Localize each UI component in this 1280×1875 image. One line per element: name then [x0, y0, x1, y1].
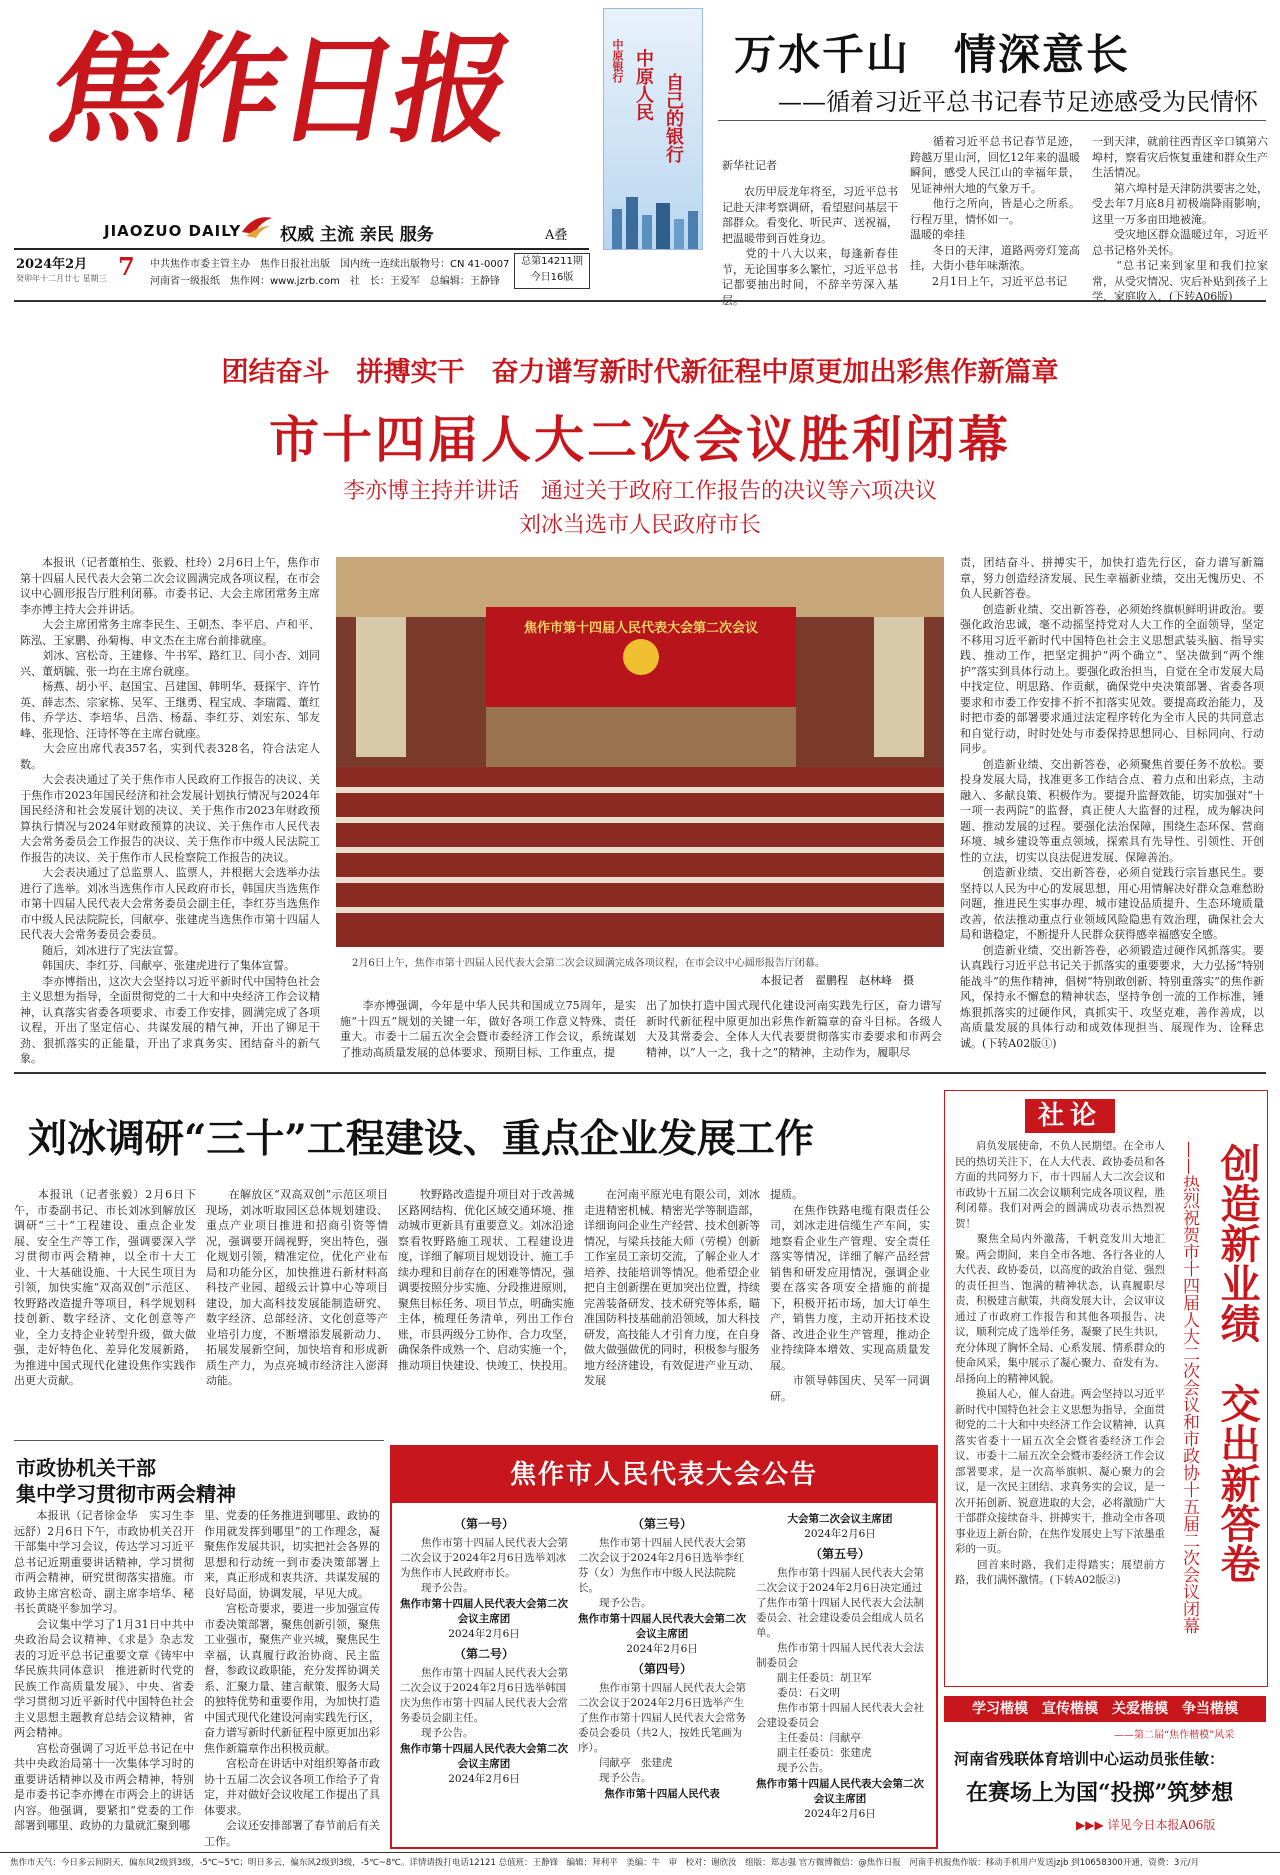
- story3-headline-2: 集中学习贯彻市两会精神: [16, 1482, 236, 1506]
- notice-5-date: 2024年2月6日: [804, 1808, 876, 1820]
- story2-col3: 牧野路改造提升项目对于改善城区路网结构、优化区域交通环境、推动城市更新具有重要意义。刘冰沿途察看牧野路施工现状、工程建设进度，详细了解项目规划设计、施工手续办理和目前存在的困难等情况，强调要按照分步实施、分段推进原则，聚焦目标任务、项目节点，明确实施主体，梳理任务清单，列出工作台账，市县两级分工协作、合力攻坚，确保条件成熟一个、启动实施一个，推动项目快建设、快竣工、快投用。: [398, 1188, 574, 1372]
- newspaper-logo: 焦作日报: [39, 20, 521, 159]
- notice-2-date: 2024年2月6日: [448, 1773, 520, 1785]
- notice-2-signature: 焦作市第十四届人民代表大会第二次会议主席团: [400, 1743, 568, 1770]
- notice-4-signature-cont: 大会第二次会议主席团: [787, 1513, 893, 1525]
- footer-info: 焦作市天气：今日多云间阴天，偏东风2级到3级，-5℃~5℃；明日多云，偏东风2级到3级，-5℃~8℃。详情请拨打电话12121 总值班：王静锋 编辑：拜利平 美编：牛 审 校对：谢欣汝 组版：郑志强 官方微博微信：@焦作日报 河南手机报焦作版：移动手机用户发送jzjb 到10658300开通，资费：3元/月: [10, 1858, 1200, 1868]
- date-bar: [14, 253, 590, 289]
- page-count: 今日16版: [530, 272, 574, 283]
- model-tags: 学习楷模 宣传楷模 关爱楷模 争当楷模: [944, 1696, 1266, 1722]
- announcement-col1: [400, 1511, 568, 1786]
- story3-headline-1: 市政协机关干部: [16, 1456, 156, 1480]
- main-deck-1: 李亦博主持并讲话 通过关于政府工作报告的决议等六项决议: [342, 479, 937, 504]
- model-line1: 河南省残联体育培训中心运动员张佳敏：: [954, 1750, 1225, 1768]
- notice-2-title: （第二号）: [453, 1647, 514, 1661]
- top-story-subtitle: ——循着习近平总书记春节足迹感受为民情怀: [778, 88, 1258, 116]
- photo-caption: 2月6日上午，焦作市第十四届人民代表大会第二次会议圆满完成各项议程，在市会议中心圆形报告厅闭幕。: [352, 958, 825, 969]
- meeting-hall-illustration: [336, 557, 944, 947]
- photo-credit: 本报记者 翟鹏程 赵林峰 摄: [760, 974, 914, 987]
- notice-2-body: 焦作市第十四届人民代表大会第二次会议于2024年2月6日选举韩国庆为焦作市第十四届人民代表大会常务委员会副主任。 现予公告。: [400, 1667, 568, 1739]
- notice-4-signature: 焦作市第十四届人民代表: [604, 1788, 720, 1800]
- main-story-col-bottom1: 李亦博强调，今年是中华人民共和国成立75周年，是实施“十四五”规划的关键一年，做好各项工作意义特殊、责任重大。市委十二届五次全会暨市委经济工作会议，系统谋划了推动高质量发展的总体要求、预期目标、工作重点，提: [340, 999, 636, 1059]
- story2-col1: 本报讯（记者张毅）2月6日下午，市委副书记、市长刘冰到解放区调研“三十”工程建设、重点企业发展、安全生产等工作，强调要深入学习贯彻市两会精神，以全市十大工业、十大基础设施、十大民生项目为引领，加快实施“双高双创”示范区、牧野路改造提升等项目，科学规划科技创新、数字经济、文化创意等产业，全力支持企业转型升级，做大做强，走好特色化、差异化发展新路，为推进中国式现代化建设焦作实践作出更大贡献。: [14, 1188, 196, 1387]
- model-banner: [944, 1692, 1266, 1842]
- editorial-title: 创造新业绩 交出新答卷: [1214, 1143, 1261, 1583]
- issue-day: 7: [118, 252, 135, 281]
- main-kicker: 团结奋斗 拼搏实干 奋力谱写新时代新征程中原更加出彩焦作新篇章: [221, 357, 1059, 388]
- announcement-col2: [578, 1511, 746, 1801]
- main-deck-2: 刘冰当选市人民政府市长: [518, 513, 761, 538]
- main-story-col-bottom2: 出了加快打造中国式现代化建设河南实践先行区，奋力谱写新时代新征程中原更加出彩焦作新篇章的奋斗目标。各级人大及其常委会、全体人大代表要贯彻落实市委要求和市两会精神，以“人一之，我十之”的精神，主动作为，履职尽: [646, 999, 942, 1059]
- ad-bank-name: 中原银行: [611, 39, 624, 83]
- city-skyline-icon: [604, 189, 702, 249]
- story2-col2: 在解放区“双高双创”示范区项目现场，刘冰听取园区总体规划建设、重点产业项目推进和招商引资等情况，强调要开阔视野，突出特色，强化规划引领，精准定位，优化产业布局和功能分区，加快推进石新材料高科技产业园、超级云计算中心等项目建设，加大高科技发展能制造研究、数字经济、总部经济、文化创意等产业培引力度，不断增添发展新动力、拓展发展新空间，加快培育和形成新质生产力，为点亮城市经济注入澎湃动能。: [206, 1188, 388, 1387]
- notice-5-title: （第五号）: [809, 1547, 870, 1561]
- issue-number: 总第14211期: [521, 256, 583, 267]
- notice-1-body: 焦作市第十四届人民代表大会第二次会议于2024年2月6日选举刘冰为焦作市人民政府市长。 现予公告。: [400, 1537, 568, 1594]
- story3-col1: 本报讯（记者徐金华 实习生李远舒）2月6日下午，市政协机关召开干部集中学习会议，传达学习习近平总书记近期重要讲话精神，学习贯彻市两会精神，研究贯彻落实措施。市政协主席宫松奇、副主席李培华、秘书长黄晓平参加学习。 会议集中学习了1月31日中共中央政治局会议精神、《求是》杂志发表的习近平总书记重要文章《铸牢中华民族共同体意识 推进新时代党的民族工作高质量发展》、中央、省委学习贯彻习近平新时代中国特色社会主义思想主题教育总结会议精神，省两会精神。 宫松奇强调了习近平总书记在中共中央政治局第十一次集体学习时的重要讲话精神以及市两会精神，特别是市委书记李亦博在市两会上的讲话内容。他强调，要紧扣“党委的工作部署到哪里、政协的力量就汇聚到哪: [14, 1509, 194, 1832]
- top-story-col2: 循着习近平总书记春节足迹，跨越万里山河，回忆12年来的温暖瞬间，感受人民江山的幸福年景，见证神州大地的气象万千。 他行之所向，皆是心之所系。行程万里，情怀如一。 温暖的牵挂 冬日的天津，道路两旁灯笼高挂，大街小巷年味渐浓。 2月1日上午，习近平总书记: [910, 135, 1080, 288]
- logo-emblem-icon: [240, 212, 274, 240]
- ad-slogan-2: 自己的银行: [663, 73, 684, 163]
- notice-1-signature: 焦作市第十四届人民代表大会第二次会议主席团: [400, 1598, 568, 1625]
- editorial-badge: 社论: [1025, 1099, 1115, 1133]
- notice-4-date: 2024年2月6日: [804, 1528, 876, 1540]
- ad-slogan-1: 中原人民: [633, 49, 654, 121]
- photo-banner: 焦作市第十四届人民代表大会第二次会议: [523, 621, 758, 636]
- publisher-info-2: 河南省一级报纸 焦作网：www.jzrb.com 社 长：王爱军 总编辑：王静锋: [150, 276, 500, 287]
- notice-3-signature: 焦作市第十四届人民代表大会第二次会议主席团: [578, 1613, 746, 1640]
- story2-col4: 在河南平原光电有限公司，刘冰走进精密机械、精密光学等制造部，详细询问企业生产经营、技术创新等情况，与梁兵技能大师（劳模）创新工作室员工亲切交流，了解企业人才培养、技能培训等情况。他希望企业把自主创新摆在更加突出位置，持续完善装备研发、技术研究等体系，瞄准国防科技基础前沿领域，加大科技研发，高技能人才引育力度，在自身做大做强做优的同时，积极参与服务地方经济建设，有效促进产业互动、发展: [584, 1188, 760, 1387]
- model-line2: 在赛场上为国“投掷”筑梦想: [966, 1780, 1234, 1806]
- top-story-headline: 万水千山 情深意长: [734, 30, 1131, 79]
- editorial-body: 肩负发展使命，不负人民期望。在全市人民的热切关注下，在人大代表、政协委员和各方面的共同努力下，市十四届人大二次会议和市政协十五届二次会议顺利完成各项议程，胜利闭幕。我们对两会的圆满成功表示热烈祝贺！ 聚焦全局内外激荡，千帆竞发川大地汇聚。两会期间，来自全市各地、各行各业的人大代表、政协委员，以高度的政治自觉、强烈的责任担当、饱满的精神状态，认真履职尽责，积极建言献策，共商发展大计，会议审议通过了市政府工作报告和其他各项报告、决议，顺利完成了选举任务，凝聚了民生共识，充分体现了胸怀全局、心系发展、情系群众的使命风采，集中展示了凝心聚力、奋发有为、昂扬向上的精神风貌。 换届人心，催人奋进。两会坚持以习近平新时代中国特色社会主义思想为指导，全面贯彻党的二十大和中央经济工作会议精神，认真落实省委十一届五次全会暨省委经济工作会议、市委十二届五次全会暨市委经济工作会议部署要求，是一次高举旗帜、凝心聚力的会议，是一次民主团结、求真务实的会议，是一次开拓创新、锐意进取的大会，必将激励广大干部群众接续奋斗、拼搏实干，推动全市各项事业迈上新台阶，在焦作发展史上写下浓墨重彩的一页。 回首来时路，我们走得踏实；展望前方路，我们满怀激情。(下转A02版②): [955, 1140, 1165, 1586]
- announcement-col3: [756, 1511, 924, 1821]
- notice-5-body: 焦作市第十四届人民代表大会第二次会议于2024年2月6日决定通过了焦作市第十四届人民代表大会法制委员会、社会建设委员会组成人员名单。 焦作市第十四届人民代表大会法制委员会 副主任委员：胡卫军 委员：石文明 焦作市第十四届人民代表大会社会建设委员会 主任委员：闫献亭 副主任委员：张建虎 现予公告。: [756, 1567, 924, 1774]
- editorial-box: [944, 1090, 1268, 1687]
- main-story-col-left: 本报讯（记者董柏生、张毅、杜玲）2月6日上午，焦作市第十四届人民代表大会第二次会议圆满完成各项议程，在市会议中心圆形报告厅胜利闭幕。市委书记、大会主席团常务主席李亦博主持大会并讲话。 大会主席团常务主席李民生、王朝杰、李平启、卢和平、陈泓、王家鹏、孙菊梅、申文杰在主席台前排就座。 刘冰、宫松奇、王建修、牛书军、路红卫、闫小杏、刘同兴、董炳毓、张一均在主席台就座。 杨燕、胡小平、赵国宝、吕建国、韩明华、聂探宇、许竹英、薛志杰、宗家栋、吴军、王继勇、程宝成、李瑞霞、董红伟、乔学达、李培华、吕浩、杨磊、李红芬、刘宏东、邹友峰、张现恰、汪诗怀等在主席台就座。 大会应出席代表357名，实到代表328名，符合法定人数。 大会表决通过了关于焦作市人民政府工作报告的决议、关于焦作市2023年国民经济和社会发展计划执行情况与2024年国民经济和社会发展计划的决议、关于焦作市2023年财政预算执行情况与2024年财政预算的决议、关于焦作市人民代表大会常务委员会工作报告的决议、关于焦作市中级人民法院工作报告的决议、关于焦作市人民检察院工作报告的决议。 大会表决通过了总监票人、监票人，并根据大会选举办法进行了选举。刘冰当选焦作市人民政府市长，韩国庆当选焦作市第十四届人民代表大会常务委员会副主任，李红芬当选焦作市中级人民法院院长，闫献亭、张建虎当选焦作市第十四届人民代表大会常务委员会委员。 随后，刘冰进行了宪法宣誓。 韩国庆、李红芬、闫献亭、张建虎进行了集体宣誓。 李亦博指出，这次大会坚持以习近平新时代中国特色社会主义思想为指导，全面贯彻党的二十大和中央经济工作会议精神，认真落实省委各项要求、市委工作安排，圆满完成了各项议程，开出了坚定信心、共谋发展的精气神，开出了铆足干劲、狠抓落实的正能量，开出了求真务实、团结奋斗的新气象。: [20, 556, 320, 1065]
- model-tagline: ——第二届“焦作楷模”风采: [1114, 1730, 1235, 1741]
- notice-3-title: （第三号）: [631, 1517, 692, 1531]
- bank-advertisement: [603, 8, 703, 250]
- model-more-link[interactable]: ▶▶▶ 详见今日本报A06版: [1076, 1818, 1216, 1832]
- notice-1-title: （第一号）: [453, 1517, 514, 1531]
- notice-4-title: （第四号）: [631, 1662, 692, 1676]
- announcement-title: 焦作市人民代表大会公告: [392, 1447, 936, 1503]
- main-headline: 市十四届人大二次会议胜利闭幕: [269, 410, 1011, 469]
- meeting-photo: [336, 557, 944, 947]
- edition: A叠: [545, 228, 568, 243]
- story2-col5: 提质。 在焦作铁路电缆有限责任公司，刘冰走进信缆生产车间，实地察看企业生产管理、安全责任落实等情况，详细了解产品经营销售和研发应用情况，强调企业要在落实各项安全措施的前提下，积极开拓市场，加大订单生产，销售力度，主动开拓技术设备、改进企业生产管理，推动企业持续降本增效、实现高质量发展。 市领导韩国庆、吴军一同调研。: [770, 1188, 930, 1403]
- main-story-col-right: 责，团结奋斗、拼搏实干，加快打造先行区，奋力谱写新篇章，努力创造经济发展、民生幸福新业绩，交出无愧历史、不负人民新答卷。 创造新业绩、交出新答卷，必须始终旗帜鲜明讲政治。要强化政治忠诚，毫不动摇坚持党对人大工作的全面领导，坚定不移用习近平新时代中国特色社会主义思想武装头脑、指导实践、推动工作，把坚定拥护“两个确立”、坚决做到“两个维护”落实到具体行动上。要强化政治担当，自觉在全市发展大局中找定位、明思路、作贡献，确保党中央决策部署、省委各项要求和市委工作安排不折不扣落实见效。要提高政治能力，及时把市委的部署要求通过法定程序转化为全市人民的共同意志和自觉行动，时时处处与市委保持思想同心、目标同向、行动同步。 创造新业绩、交出新答卷，必须聚焦首要任务不放松。要投身发展大局，找准更多工作结合点、着力点和出彩点，主动融入、多献良策、积极作为。要提升监督效能，切实加强对“十一项一表两院”的监督，真正使人大监督的过程，成为解决问题、推动发展的过程。要强化法治保障，围绕生态环保、营商环境、城乡建设等重点领域，探索具有先导性、引领性、开创性的立法，切实以良法促进发展、保障善治。 创造新业绩、交出新答卷，必须自觉践行宗旨惠民生。要坚持以人民为中心的发展思想，用心用情解决好群众急难愁盼问题，推进民生实事办理、城市建设品质提升、生态环境质量改善，依法推动重点行业领域风险隐患有效治理，确保社会大局和谐稳定，不断提升人民群众获得感幸福感安全感。 创造新业绩、交出新答卷，必须锻造过硬作风抓落实。要认真践行习近平总书记关于抓落实的重要要求，大力弘扬“特别能战斗”的焦作精神，倡树“特别敢创新、特别重落实”的焦作新风，保持永不懈怠的精神状态，坚持争创一流的工作标准，锤炼狠抓落实的过硬作风，真抓实干、攻坚克难，善作善成，以高质量发展的具体行动和成效体现担当、展现作为、诠释忠诚。(下转A02版①): [960, 556, 1264, 1050]
- publisher-info-1: 中共焦作市委主管主办 焦作日报社出版 国内统一连续出版物号：CN 41-0007: [150, 259, 510, 270]
- top-story-byline: 新华社记者: [722, 159, 777, 172]
- story3-col2: 里、党委的任务推进到哪里、政协的作用就发挥到哪里”的工作理念，凝聚焦作发展共识，切实把社会各界的思想和行动统一到市委决策部署上来，真正形成和衷共济、共谋发展的良好局面，协调发展，早见大成。 宫松奇要求，要进一步加强宣传市委决策部署，聚焦创新引领，聚焦工业强市，聚焦产业兴城，聚焦民生幸福，认真履行政治协商、民主监督，参政议政职能，充分发挥协调关系、汇聚力量、建言献策、服务大局的独特优势和重要作用，为加快打造中国式现代化建设河南实践先行区，奋力谱写新时代新征程中原更加出彩焦作新篇章作出积极贡献。 宫松奇在讲话中对组织筹备市政协十五届二次会议各项工作给予了肯定，并对做好会议收尾工作提出了具体要求。 会议还安排部署了春节前后有关工作。: [204, 1509, 380, 1848]
- issue-number-box: [514, 253, 590, 289]
- lunar-date: 癸卯年十二月廿七 星期三: [16, 274, 107, 283]
- story2-headline: 刘冰调研“三十”工程建设、重点企业发展工作: [28, 1116, 814, 1162]
- editorial-subtitle: ——热烈祝贺市十四届人大二次会议和市政协十五届二次会议闭幕: [1179, 1141, 1199, 1634]
- notice-4-body: 焦作市第十四届人民代表大会第二次会议于2024年2月6日选举产生了焦作市第十四届人民代表大会常务委员会委员（共2人，按姓氏笔画为序）。 闫献亭 张建虎 现予公告。: [578, 1682, 746, 1784]
- notice-1-date: 2024年2月6日: [448, 1628, 520, 1640]
- slogan: 权威 主流 亲民 服务: [280, 225, 434, 245]
- notice-5-signature: 焦作市第十四届人民代表大会第二次会议主席团: [756, 1778, 924, 1805]
- top-story-col3: 一到天津，就前往西青区辛口镇第六埠村，察看灾后恢复重建和群众生产生活情况。 第六埠村是天津防洪要害之处，受去年7月底8月初极端降雨影响，这里一万多亩田地被淹。 受灾地区群众温暖过年，习近平总书记格外关怀。 “总书记来到家里和我们拉家常，从受灾情况、灾后补贴到孩子上学、家庭收入，(下转A06版): [1092, 135, 1268, 303]
- issue-date: 2024年2月: [16, 257, 88, 272]
- top-story-col1: 农历甲辰龙年将至，习近平总书记赴天津考察调研，看望慰问基层干部群众。看变化、听民声、送祝福，把温暖带到百姓身边。 党的十八大以来，每逢新春佳节，无论国事多么繁忙，习近平总书记都要抽出时间，不辞辛劳深入基层。: [722, 185, 898, 307]
- english-name: JIAOZUO DAILY: [104, 222, 242, 240]
- masthead: [0, 0, 590, 262]
- notice-3-body: 焦作市第十四届人民代表大会第二次会议于2024年2月6日选举李红芬（女）为焦作市中级人民法院院长。 现予公告。: [578, 1537, 746, 1609]
- announcement-box: [390, 1445, 938, 1849]
- notice-3-date: 2024年2月6日: [626, 1643, 698, 1655]
